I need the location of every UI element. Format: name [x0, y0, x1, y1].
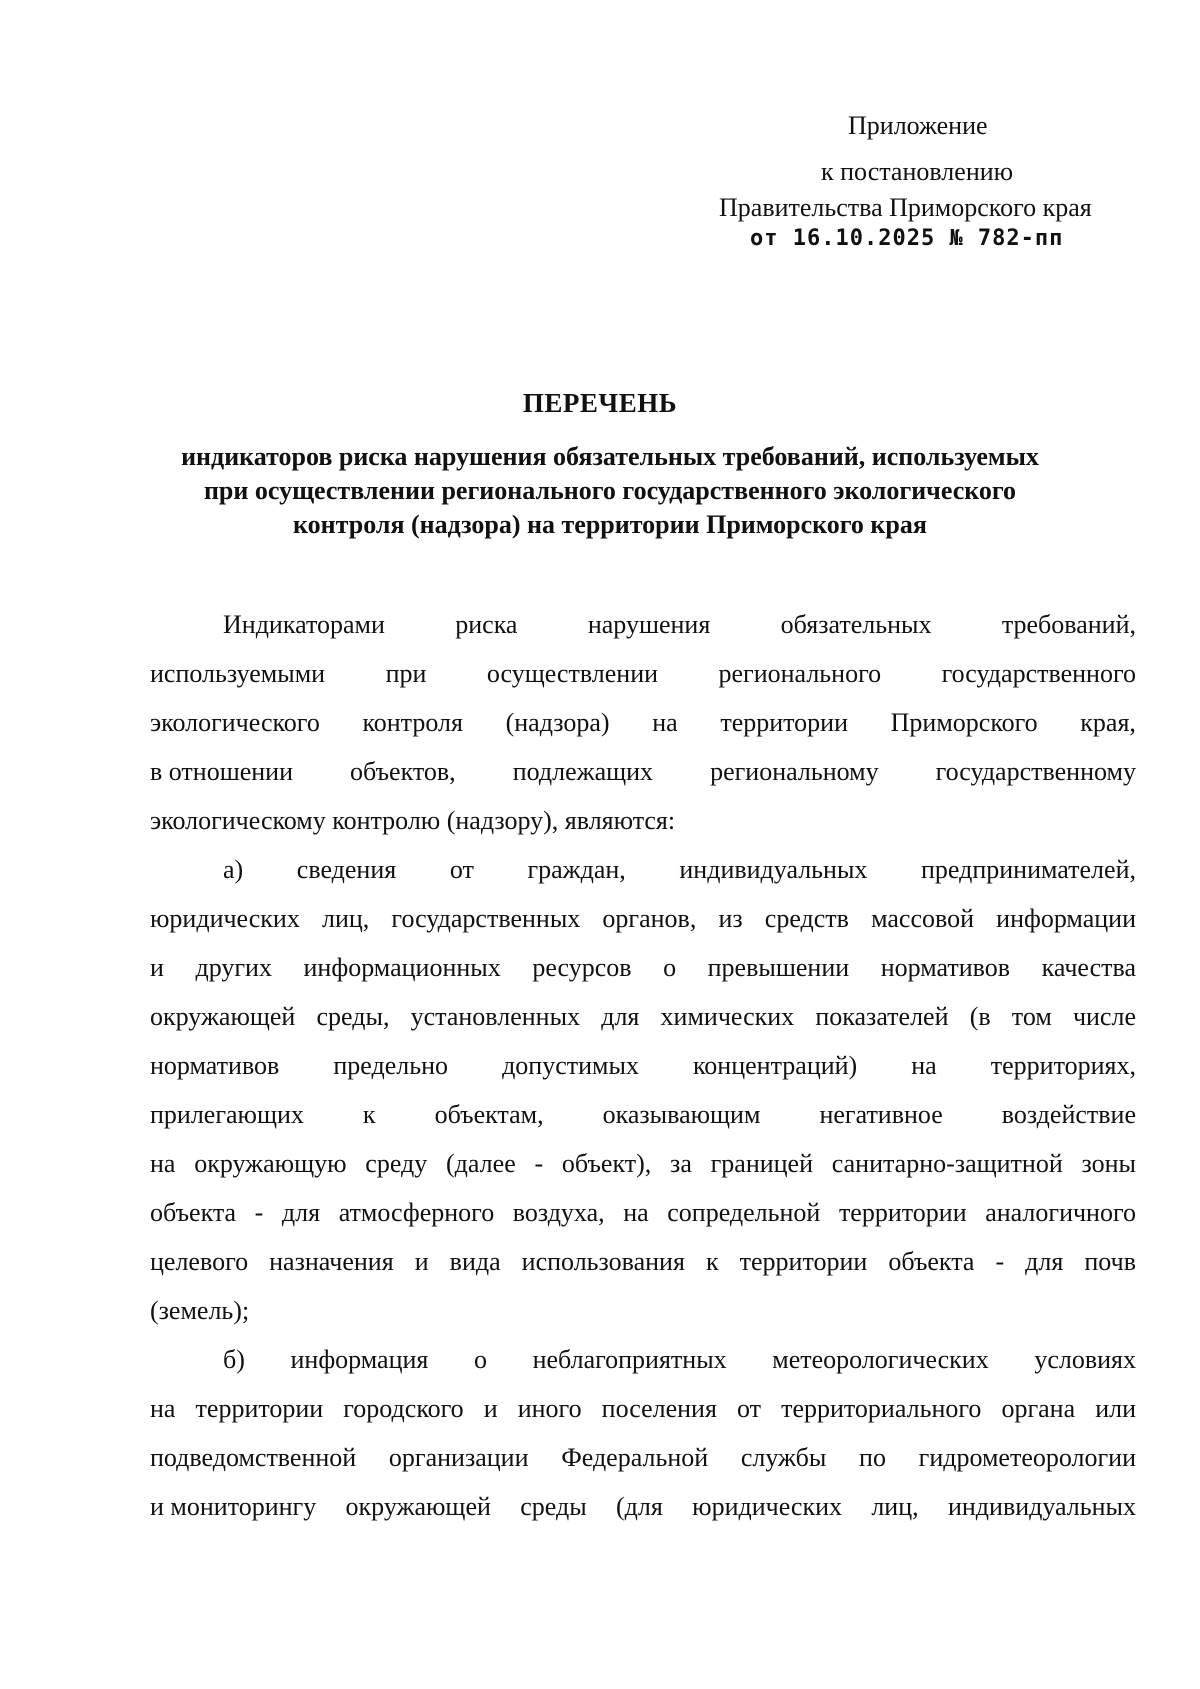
text-line: [150, 992, 1136, 1041]
text-word: воздействие: [1001, 1100, 1136, 1129]
text-word: территориях,: [990, 1051, 1136, 1080]
text-line: [150, 649, 1136, 698]
text-word: осуществлении: [486, 659, 659, 688]
text-word: края,: [1080, 708, 1136, 737]
text-line: [150, 698, 1136, 747]
text-word: регионального: [718, 659, 882, 688]
text-word: качества: [1041, 953, 1136, 982]
text-word: и: [150, 953, 164, 982]
text-word: неблагоприятных: [532, 1345, 727, 1374]
text-word: обязательных: [780, 610, 932, 639]
text-word: прилегающих: [150, 1100, 304, 1129]
text-word: используемыми: [150, 659, 326, 688]
text-word: территории: [720, 708, 848, 737]
text-segment: на окружающую среду (далее - объект), за границей санитарно-защитной зоны: [150, 1149, 1136, 1178]
text-word: метеорологических: [772, 1345, 989, 1374]
text-word: на: [652, 708, 678, 737]
text-line: [150, 600, 1136, 649]
text-line: [150, 1433, 1136, 1482]
text-word: оказывающим: [602, 1100, 761, 1129]
text-line: [150, 943, 1136, 992]
text-word: юридических: [692, 1492, 842, 1521]
text-line: [150, 796, 1136, 845]
text-word: на: [911, 1051, 937, 1080]
text-line: [150, 894, 1136, 943]
text-word: объектов,: [350, 757, 456, 786]
text-word: в отношении: [150, 757, 294, 786]
text-word: предельно: [333, 1051, 449, 1080]
subtitle-line: при осуществлении регионального государственного экологического: [203, 476, 1017, 505]
text-word: б): [223, 1345, 245, 1374]
text-word: нормативов: [880, 953, 1011, 982]
text-word: нарушения: [587, 610, 711, 639]
text-word: условиях: [1034, 1345, 1136, 1374]
text-line: [150, 1237, 1136, 1286]
text-word: а): [223, 855, 244, 884]
text-word: окружающей: [345, 1492, 491, 1521]
text-line: [150, 1188, 1136, 1237]
text-word: допустимых: [502, 1051, 639, 1080]
text-word: предпринимателей,: [921, 855, 1136, 884]
text-word: государственному: [935, 757, 1136, 786]
text-word: и мониторингу: [150, 1492, 317, 1521]
text-line: [150, 845, 1136, 894]
text-word: ресурсов: [532, 953, 632, 982]
appendix-government-line: Правительства Приморского края: [719, 193, 1092, 222]
text-word: нормативов: [150, 1051, 280, 1080]
text-word: индивидуальных: [679, 855, 868, 884]
subtitle-line: индикаторов риска нарушения обязательных требований, используемых: [181, 442, 1039, 471]
appendix-block: [700, 108, 1160, 252]
text-word: сведения: [296, 855, 397, 884]
text-segment: юридических лиц, государственных органов, из средств массовой информации: [150, 904, 1136, 933]
text-line: [150, 1286, 1136, 1335]
text-line: [150, 1090, 1136, 1139]
text-line: [150, 1335, 1136, 1384]
document-body: [150, 600, 1136, 1531]
document-title: ПЕРЕЧЕНЬ: [522, 388, 678, 418]
text-word: риска: [455, 610, 518, 639]
text-word: о: [473, 1345, 487, 1374]
text-word: Индикаторами: [223, 610, 385, 639]
text-word: (для: [616, 1492, 663, 1521]
text-word: к: [362, 1100, 376, 1129]
appendix-document-reference: от 16.10.2025 № 782-пп: [750, 226, 1064, 251]
text-word: негативное: [819, 1100, 943, 1129]
text-word: (надзора): [505, 708, 610, 737]
document-subtitle: [160, 440, 1060, 542]
text-word: подлежащих: [512, 757, 654, 786]
text-word: граждан,: [527, 855, 626, 884]
text-word: среды: [520, 1492, 587, 1521]
text-line: [150, 1041, 1136, 1090]
text-segment: целевого назначения и вида использования к территории объекта - для почв: [150, 1247, 1136, 1276]
text-word: лиц,: [871, 1492, 919, 1521]
text-segment: на территории городского и иного поселения от территориального органа или: [150, 1394, 1136, 1423]
text-segment: объекта - для атмосферного воздуха, на сопредельной территории аналогичного: [150, 1198, 1136, 1227]
text-segment: подведомственной организации Федеральной службы по гидрометеорологии: [150, 1443, 1136, 1472]
text-word: о: [663, 953, 677, 982]
appendix-resolution-line: к постановлению: [821, 157, 1014, 186]
text-segment: окружающей среды, установленных для химических показателей (в том числе: [150, 1002, 1136, 1031]
item-a-paragraph: [150, 845, 1136, 1335]
text-word: при: [385, 659, 427, 688]
appendix-title: Приложение: [848, 111, 988, 140]
text-word: контроля: [362, 708, 463, 737]
text-line: [150, 1482, 1136, 1531]
text-word: других: [195, 953, 272, 982]
text-segment: экологическому контролю (надзору), являются:: [150, 806, 676, 835]
item-b-paragraph: [150, 1335, 1136, 1531]
text-word: индивидуальных: [947, 1492, 1136, 1521]
text-word: превышении: [707, 953, 850, 982]
text-line: [150, 1384, 1136, 1433]
text-word: концентраций): [693, 1051, 858, 1080]
text-word: Приморского: [890, 708, 1038, 737]
text-word: информация: [290, 1345, 429, 1374]
text-word: экологического: [150, 708, 320, 737]
subtitle-line: контроля (надзора) на территории Приморского края: [293, 510, 927, 539]
text-word: информационных: [303, 953, 501, 982]
text-word: региональному: [710, 757, 879, 786]
text-word: от: [449, 855, 474, 884]
text-line: [150, 747, 1136, 796]
intro-paragraph: [150, 600, 1136, 845]
text-word: требований,: [1001, 610, 1136, 639]
text-word: государственного: [941, 659, 1136, 688]
text-line: [150, 1139, 1136, 1188]
text-word: объектам,: [434, 1100, 544, 1129]
text-segment: (земель);: [150, 1296, 250, 1325]
